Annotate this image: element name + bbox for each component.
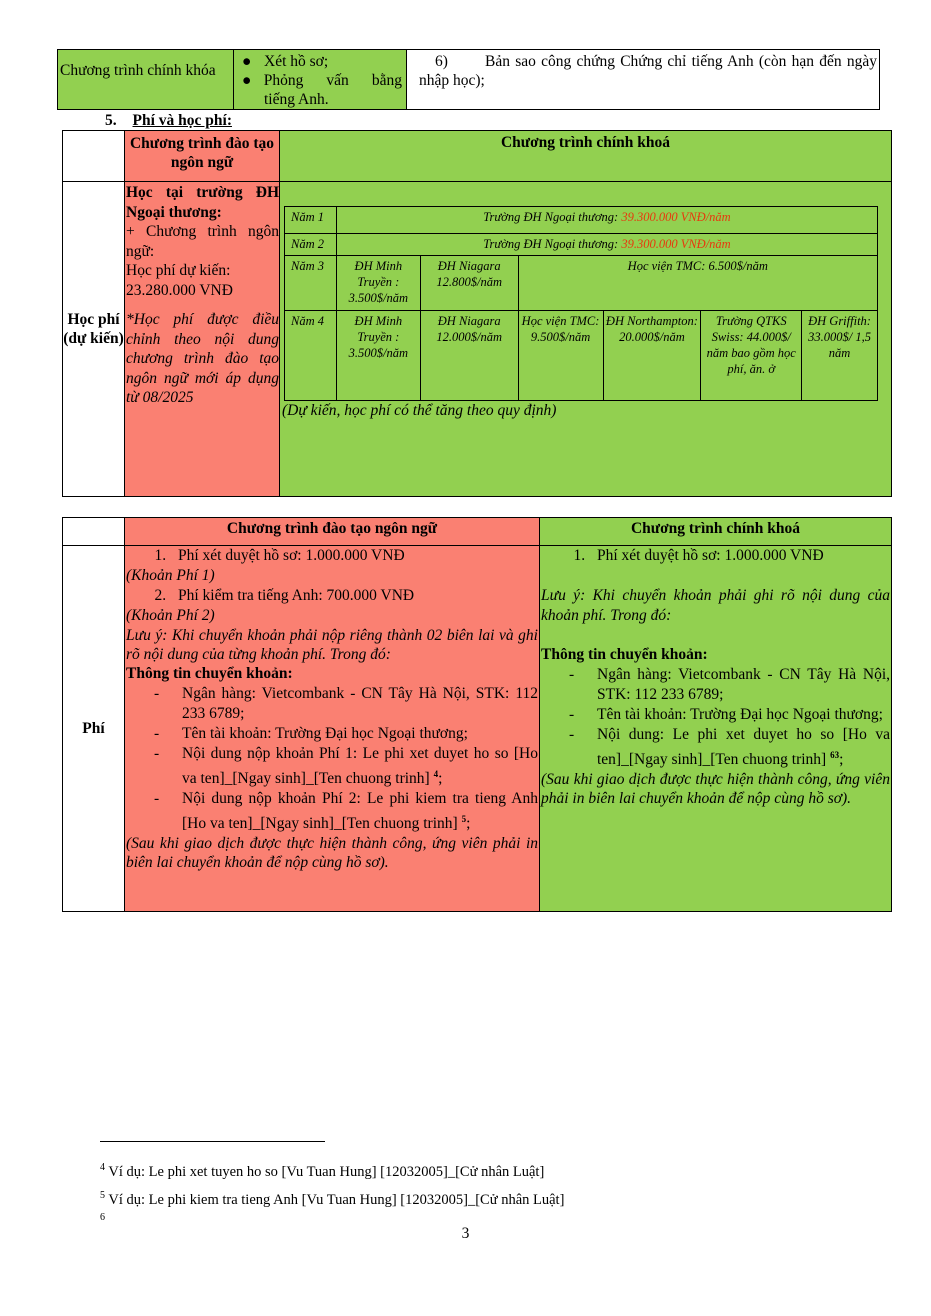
tuition-main-cell [279,181,892,497]
fees-main-cell [539,545,892,912]
document-item-number: 6) [435,53,448,70]
transfer-title: Thông tin chuyển khoản: [126,665,293,682]
year4-tmc: Học viện TMC: 9.500$/năm [518,311,603,401]
criteria-bullet-1: ● Xét hồ sơ; [242,53,329,70]
document-item-text: Bản sao công chứng Chứng chỉ tiếng Anh (còn hạn đến ngày nhập học); [419,53,877,89]
fee-item-tag: (Khoản Phí 2) [126,607,215,624]
fee-note: Lưu ý: Khi chuyển khoản phải ghi rõ nội dung của khoản phí. Trong đó: [541,587,890,624]
tuition-note: (Dự kiến, học phí có thể tăng theo quy định) [282,402,557,419]
fee-note: Lưu ý: Khi chuyển khoản phải nộp riêng thành 02 biên lai và ghi rõ nội dung của từng khoản phí. Trong đó: [126,627,538,663]
year-row-3 [285,256,878,311]
year-label: Năm 2 [285,234,337,256]
transfer-account: - Tên tài khoản: Trường Đại học Ngoại thương; [597,705,890,725]
lang-fee-label: Học phí dự kiến: [126,262,231,279]
tuition-corner-cell [62,130,125,182]
year4-griffith: ĐH Griffith: 33.000$/ 1,5 năm [802,311,878,401]
footnote-ref: 4 [433,769,439,779]
transfer-content-2: - Nội dung nộp khoản Phí 2: Le phi kiem tra tieng Anh [Ho va ten]_[Ngay sinh]_[Ten chuong trinh] $^5$; [182,789,538,834]
lang-fee-note: *Học phí được điều chỉnh theo nội dung chương trình đào tạo ngôn ngữ mới áp dụng từ 08/2025 [126,311,279,406]
section-heading [105,112,232,130]
year3-minh-truyen: ĐH Minh Truyền : 3.500$/năm [336,256,420,311]
year-label: Năm 1 [285,207,337,234]
tuition-lang-cell [124,181,280,497]
bullet-icon: ● [242,72,252,89]
year4-niagara: ĐH Niagara 12.000$/năm [420,311,518,401]
fee-after-note: (Sau khi giao dịch được thực hiện thành công, ứng viên phải in biên lai chuyển khoản để nộp cùng hồ sơ). [126,835,538,872]
year3-niagara: ĐH Niagara 12.800$/năm [420,256,518,311]
footnote: $^5$ Ví dụ: Le phi kiem tra tieng Anh [Vu Tuan Hung] [12032005]_[Cử nhân Luật] [100,1189,565,1208]
tuition-years-table [284,206,878,401]
bullet-icon: ● [242,53,252,70]
fee-list [126,586,538,606]
year-row-4 [285,311,878,401]
top-program-label: Chương trình chính khóa [60,62,216,79]
page-number: 3 [461,1225,470,1242]
fee-list [541,546,890,566]
footnote: $^4$ Ví dụ: Le phi xet tuyen ho so [Vu Tuan Hung] [12032005]_[Cử nhân Luật] [100,1162,545,1180]
section-number: 5. [105,112,117,129]
footnote: 6 [100,1211,105,1223]
transfer-content: - Nội dung: Le phi xet duyet ho so [Ho va ten]_[Ngay sinh]_[Ten chuong trinh] $^{63}$; [597,725,890,770]
fee-item: 1. Phí xét duyệt hồ sơ: 1.000.000 VNĐ [170,546,538,566]
year-row-2: Năm 2 Trường ĐH Ngoại thương: 39.300.000 VNĐ/năm [285,234,878,256]
lang-school: Học tại trường ĐH Ngoại thương: [126,184,279,221]
top-program-cell [57,49,234,110]
transfer-account: - Tên tài khoản: Trường Đại học Ngoại thương; [182,724,538,744]
selection-criteria-cell: ● Xét hồ sơ; ● Phỏng vấn bằng tiếng Anh. [233,49,407,110]
lang-program: + Chương trình ngôn ngữ: [126,223,279,260]
footnotes [100,1156,564,1227]
footnote-separator [100,1141,325,1142]
fees-main-header: Chương trình chính khoá [539,517,892,546]
fee-item: 1. Phí xét duyệt hồ sơ: 1.000.000 VNĐ [589,546,890,566]
transfer-title: Thông tin chuyển khoản: [541,646,708,663]
document-item-cell [406,49,880,110]
year3-tmc: Học viện TMC: 6.500$/năm [518,256,877,311]
fee-after-note: (Sau khi giao dịch được thực hiện thành công, ứng viên phải in biên lai chuyển khoản để nộp cùng hồ sơ). [541,771,890,808]
year4-northampton: ĐH Northampton: 20.000$/năm [603,311,701,401]
fees-lang-cell [124,545,540,912]
section-title: Phí và học phí: [132,112,232,129]
tuition-lang-header: Chương trình đào tạo ngôn ngữ [124,130,280,182]
year-row-1: Năm 1 Trường ĐH Ngoại thương: 39.300.000 VNĐ/năm [285,207,878,234]
footnote-ref: 5 [461,814,467,825]
fee-item-tag: (Khoản Phí 1) [126,567,215,584]
transfer-bank: - Ngân hàng: Vietcombank - CN Tây Hà Nội, STK: 112 233 6789; [182,684,538,724]
criteria-bullet-2: ● Phỏng vấn bằng [242,72,402,89]
footnote-ref: 63 [830,750,840,760]
fee-item: 2. Phí kiểm tra tiếng Anh: 700.000 VNĐ [170,586,538,606]
fees-lang-header: Chương trình đào tạo ngôn ngữ [124,517,540,546]
year4-swiss: Trường QTKS Swiss: 44.000$/ năm bao gồm học phí, ăn. ở [701,311,802,401]
fees-row-label: Phí [62,545,125,912]
tuition-main-header: Chương trình chính khoá [279,130,892,182]
year4-minh-truyen: ĐH Minh Truyền : 3.500$/năm [336,311,420,401]
fees-corner-cell [62,517,125,546]
year-label: Năm 4 [285,311,337,401]
fee-list [126,546,538,566]
year-label: Năm 3 [285,256,337,311]
lang-fee: 23.280.000 VNĐ [126,281,233,299]
transfer-content-1: - Nội dung nộp khoản Phí 1: Le phi xet duyet ho so [Ho va ten]_[Ngay sinh]_[Ten chuong trinh] $^4$; [182,744,538,789]
tuition-row-label: Học phí (dự kiến) [62,181,125,497]
transfer-list [126,684,538,834]
transfer-list [541,665,890,770]
transfer-bank: - Ngân hàng: Vietcombank - CN Tây Hà Nội, STK: 112 233 6789; [597,665,890,705]
